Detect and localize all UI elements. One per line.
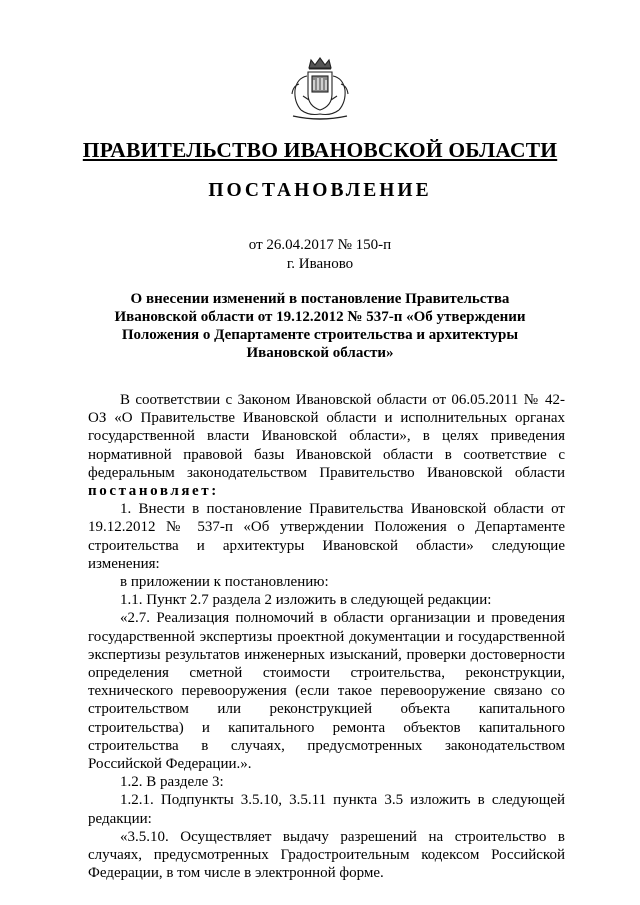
preamble-text: В соответствии с Законом Ивановской области от 06.05.2011 № 42-ОЗ «О Правительстве Ивановской области и исполнительных органах государственной власти Ивановской области», в целях приведения нормативной правовой базы Ивановской области в соответствие с федеральным законодательством Правительство Ивановской области bbox=[88, 392, 565, 481]
paragraph-preamble bbox=[88, 391, 565, 500]
paragraph-item-1-2: 1.2. В разделе 3: bbox=[120, 774, 224, 791]
subject-line: Ивановской области от 19.12.2012 № 537-п «Об утверждении bbox=[114, 309, 526, 325]
document-subject bbox=[98, 290, 542, 362]
paragraph-clause-2-7: «2.7. Реализация полномочий в области организации и проведения государственной экспертизы проектной документации и государственной экспертизы результатов инженерных изысканий, проверки достоверности определения сметной стоимости строительства, реконструкции, технического перевооружения (если такое перевооружение связано со строительством или реконструкцией объекта капитального строительства) и капитального ремонта объектов капитального строительства в случаях, предусмотренных законодательством Российской Федерации.». bbox=[88, 610, 565, 773]
decree-word: постановляет: bbox=[88, 483, 219, 500]
subject-line: Положения о Департаменте строительства и архитектуры bbox=[121, 327, 519, 343]
document-body bbox=[88, 391, 565, 882]
government-name: ПРАВИТЕЛЬСТВО ИВАНОВСКОЙ ОБЛАСТИ bbox=[82, 138, 558, 162]
paragraph-clause-3-5-10: «3.5.10. Осуществляет выдачу разрешений на строительство в случаях, предусмотренных Градостроительным кодексом Российской Федерации, в том числе в электронной форме. bbox=[88, 828, 565, 882]
paragraph-item-1-2-1: 1.2.1. Подпункты 3.5.10, 3.5.11 пункта 3.5 изложить в следующей редакции: bbox=[88, 792, 565, 827]
paragraph-item-1: 1. Внести в постановление Правительства Ивановской области от 19.12.2012 № 537-п «Об утверждении Положения о Департаменте строительства и архитектуры Ивановской области» следующие изменения: bbox=[88, 501, 565, 572]
paragraph-appendix: в приложении к постановлению: bbox=[120, 574, 329, 591]
city: г. Иваново bbox=[286, 256, 354, 272]
paragraph-item-1-1: 1.1. Пункт 2.7 раздела 2 изложить в следующей редакции: bbox=[120, 592, 492, 609]
ivanovo-coat-of-arms-icon bbox=[287, 56, 353, 122]
document-type: ПОСТАНОВЛЕНИЕ bbox=[208, 180, 432, 201]
subject-line: О внесении изменений в постановление Правительства bbox=[130, 291, 510, 307]
subject-line: Ивановской области» bbox=[246, 345, 394, 361]
date-number: от 26.04.2017 № 150-п bbox=[248, 237, 392, 253]
